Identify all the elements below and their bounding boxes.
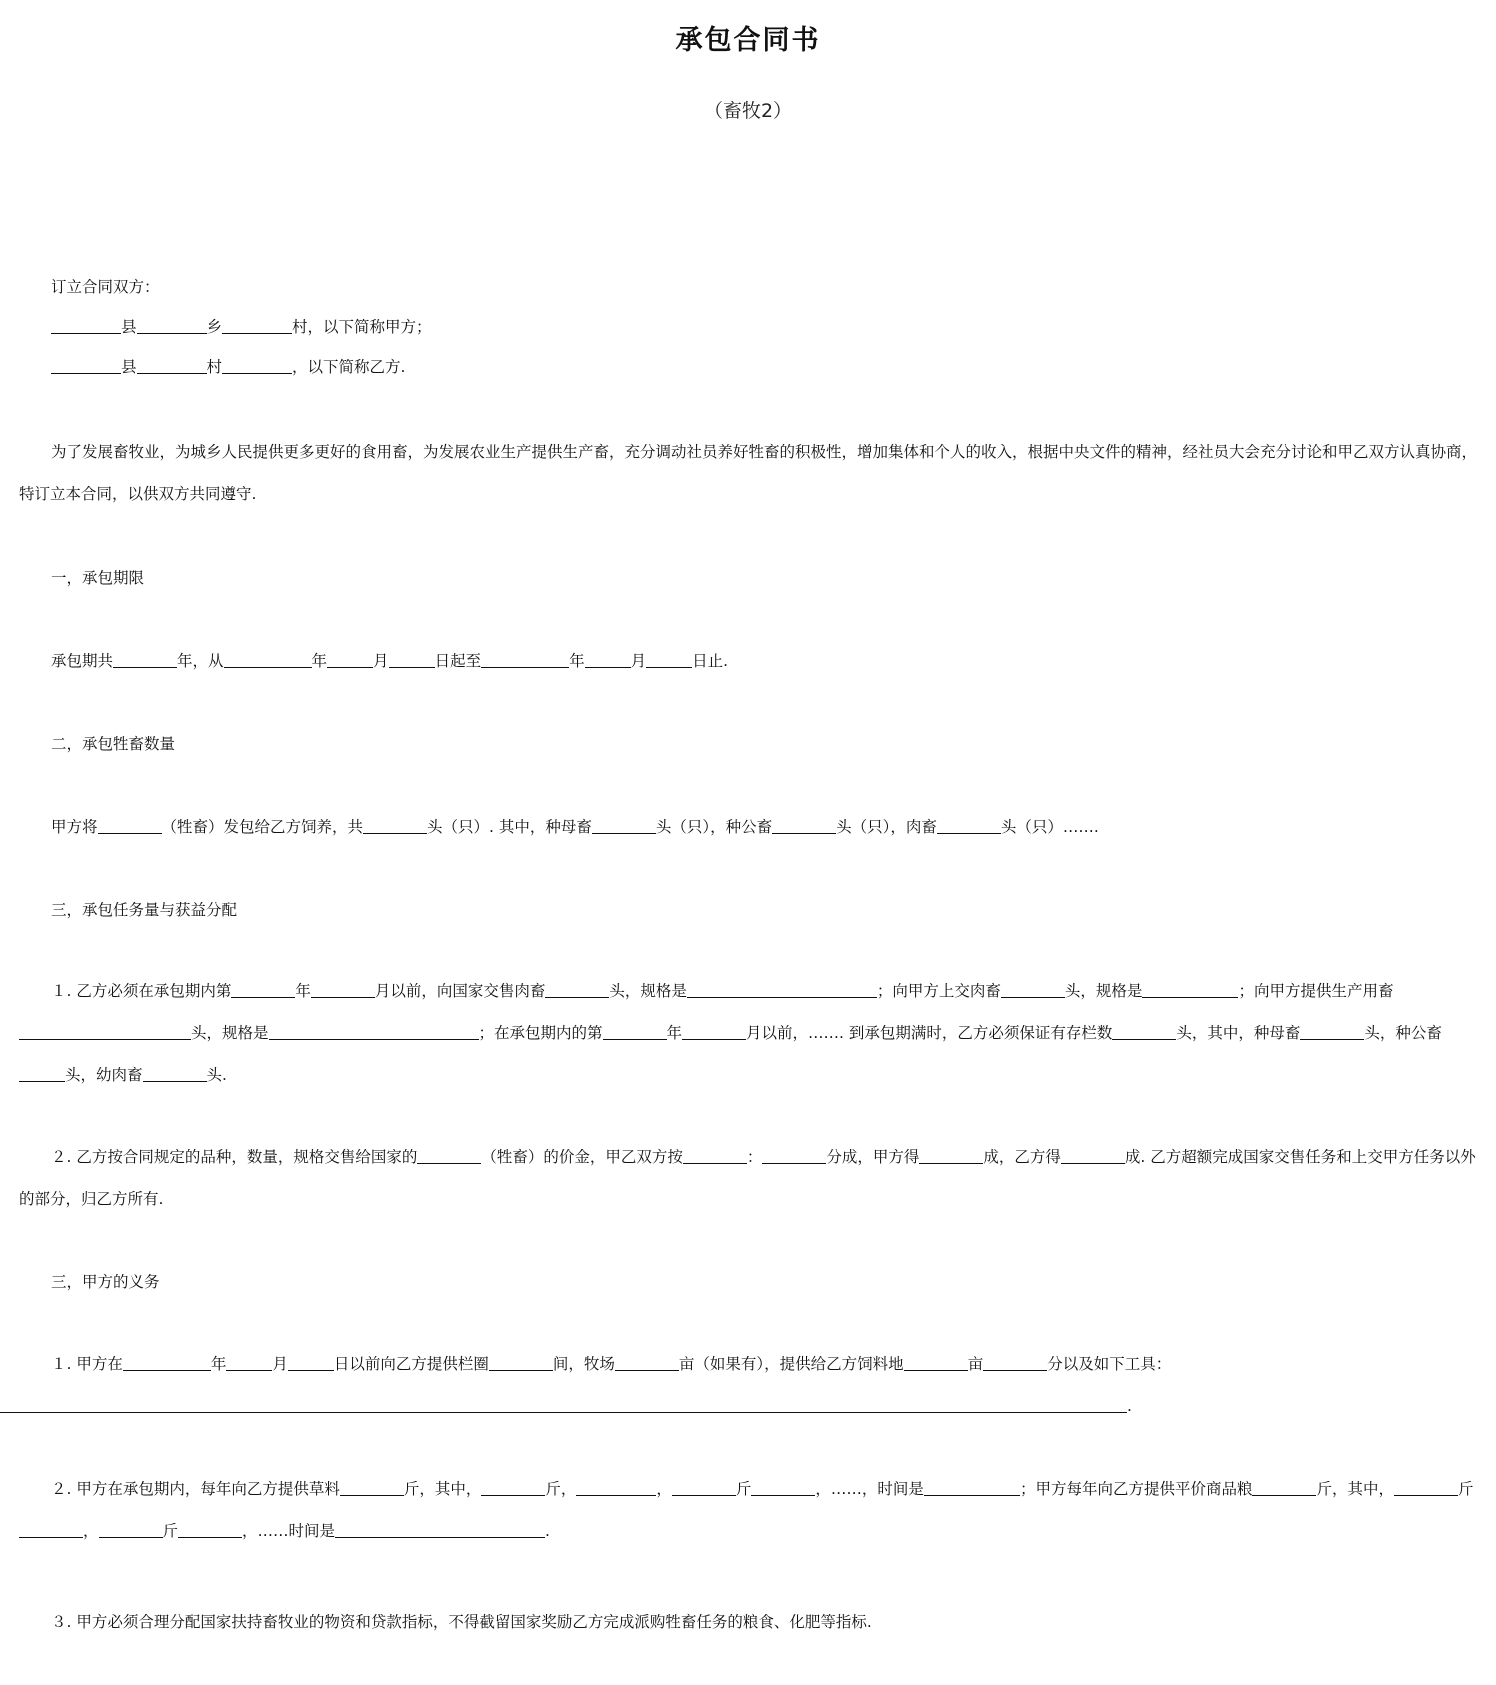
blank[interactable]: [1252, 1480, 1316, 1497]
section-4-item-3: ３. 甲方必须合理分配国家扶持畜牧业的物资和贷款指标，不得截留国家奖励乙方完成派购牲畜任务的粮食、化肥等指标.: [51, 1613, 872, 1631]
section-3-item-2: ２. 乙方按合同规定的品种，数量，规格交售给国家的 （牲畜）的价金，甲乙双方按 ： 分成，甲方得 成，乙方得 成. 乙方超额完成国家交售任务和上交甲方任务以外的部分，归乙方所有.: [19, 1148, 1476, 1208]
blank[interactable]: [489, 1355, 553, 1372]
blank[interactable]: [1300, 1024, 1364, 1041]
section-4-title: 三，甲方的义务: [51, 1273, 160, 1291]
blank[interactable]: [615, 1355, 679, 1372]
blank[interactable]: [340, 1480, 404, 1497]
blank[interactable]: [919, 1148, 983, 1165]
blank[interactable]: [327, 652, 373, 669]
blank[interactable]: [762, 1148, 826, 1165]
blank[interactable]: [311, 982, 375, 999]
preamble: 为了发展畜牧业，为城乡人民提供更多更好的食用畜，为发展农业生产提供生产畜，充分调动社员养好牲畜的积极性，增加集体和个人的收入，根据中央文件的精神，经社员大会充分讨论和甲乙双方认真协商，特订立本合同，以供双方共同遵守.: [19, 443, 1478, 503]
blank[interactable]: [226, 1355, 272, 1372]
blank[interactable]: [269, 1024, 479, 1041]
blank[interactable]: [1061, 1148, 1125, 1165]
blank[interactable]: [646, 652, 692, 669]
blank[interactable]: [222, 358, 292, 375]
blank[interactable]: [137, 318, 207, 335]
blank[interactable]: [137, 358, 207, 375]
blank[interactable]: [143, 1066, 207, 1083]
section-2-title: 二，承包牲畜数量: [51, 735, 176, 753]
blank[interactable]: [51, 358, 121, 375]
blank[interactable]: [772, 818, 836, 835]
blank[interactable]: [983, 1355, 1047, 1372]
blank[interactable]: [672, 1480, 736, 1497]
blank[interactable]: [363, 818, 427, 835]
blank[interactable]: [576, 1480, 656, 1497]
blank[interactable]: [481, 1480, 545, 1497]
blank[interactable]: [178, 1522, 242, 1539]
blank[interactable]: [19, 1024, 191, 1041]
section-3-item-1: １. 乙方必须在承包期内第 年 月以前，向国家交售肉畜 头，规格是 ；向甲方上交肉畜 头，规格是 ；向甲方提供生产用畜头，规格是 ；在承包期内的第 年 月以前，……. 到承包期满时，乙方必须保证有存栏数 头，其中，种母畜 头，种公畜头，幼肉畜 头.: [19, 970, 1484, 1096]
blank[interactable]: [481, 652, 569, 669]
section-3-title: 三，承包任务量与获益分配: [51, 901, 238, 919]
section-4-item-1: １. 甲方在 年 月 日以前向乙方提供栏圈 间，牧场 亩（如果有），提供给乙方饲料地 亩 分以及如下工具： .: [19, 1343, 1484, 1427]
blank[interactable]: [545, 982, 609, 999]
section-4-item-2: ２. 甲方在承包期内，每年向乙方提供草料 斤，其中， 斤， ， 斤 ，……，时间是 ；甲方每年向乙方提供平价商品粮 斤，其中， 斤， 斤 ，……时间是 .: [19, 1468, 1484, 1552]
blank[interactable]: [1001, 982, 1065, 999]
blank[interactable]: [231, 982, 295, 999]
blank[interactable]: [335, 1522, 545, 1539]
blank[interactable]: [592, 818, 656, 835]
blank[interactable]: [19, 1522, 83, 1539]
blank[interactable]: [937, 818, 1001, 835]
blank[interactable]: [389, 652, 435, 669]
blank[interactable]: [683, 1148, 747, 1165]
section-2-body: 甲方将 （牲畜）发包给乙方饲养，共 头（只）. 其中，种母畜 头（只），种公畜 头（只），肉畜 头（只）…….: [51, 818, 1099, 836]
blank[interactable]: [288, 1355, 334, 1372]
blank[interactable]: [687, 982, 877, 999]
document-subtitle: （畜牧2）: [703, 100, 793, 122]
blank[interactable]: [417, 1148, 481, 1165]
blank[interactable]: [19, 1066, 65, 1083]
parties-intro: 订立合同双方：: [51, 278, 160, 296]
blank[interactable]: [98, 818, 162, 835]
blank[interactable]: [113, 652, 177, 669]
blank[interactable]: [224, 652, 312, 669]
blank[interactable]: [904, 1355, 968, 1372]
blank[interactable]: [1142, 982, 1238, 999]
section-1-body: 承包期共 年，从 年 月 日起至 年 月 日止.: [51, 652, 729, 670]
blank[interactable]: [123, 1355, 211, 1372]
blank[interactable]: [924, 1480, 1020, 1497]
party-b-line: 县 村 ，以下简称乙方.: [51, 357, 405, 377]
tools-blank[interactable]: [0, 1397, 1127, 1414]
section-1-title: 一，承包期限: [51, 569, 145, 587]
blank[interactable]: [603, 1024, 667, 1041]
blank[interactable]: [751, 1480, 815, 1497]
blank[interactable]: [222, 318, 292, 335]
blank[interactable]: [99, 1522, 163, 1539]
blank[interactable]: [51, 318, 121, 335]
blank[interactable]: [585, 652, 631, 669]
blank[interactable]: [1394, 1480, 1458, 1497]
blank[interactable]: [682, 1024, 746, 1041]
document-title: 承包合同书: [675, 25, 821, 56]
party-a-line: 县 乡 村，以下简称甲方；: [51, 317, 432, 337]
blank[interactable]: [1112, 1024, 1176, 1041]
